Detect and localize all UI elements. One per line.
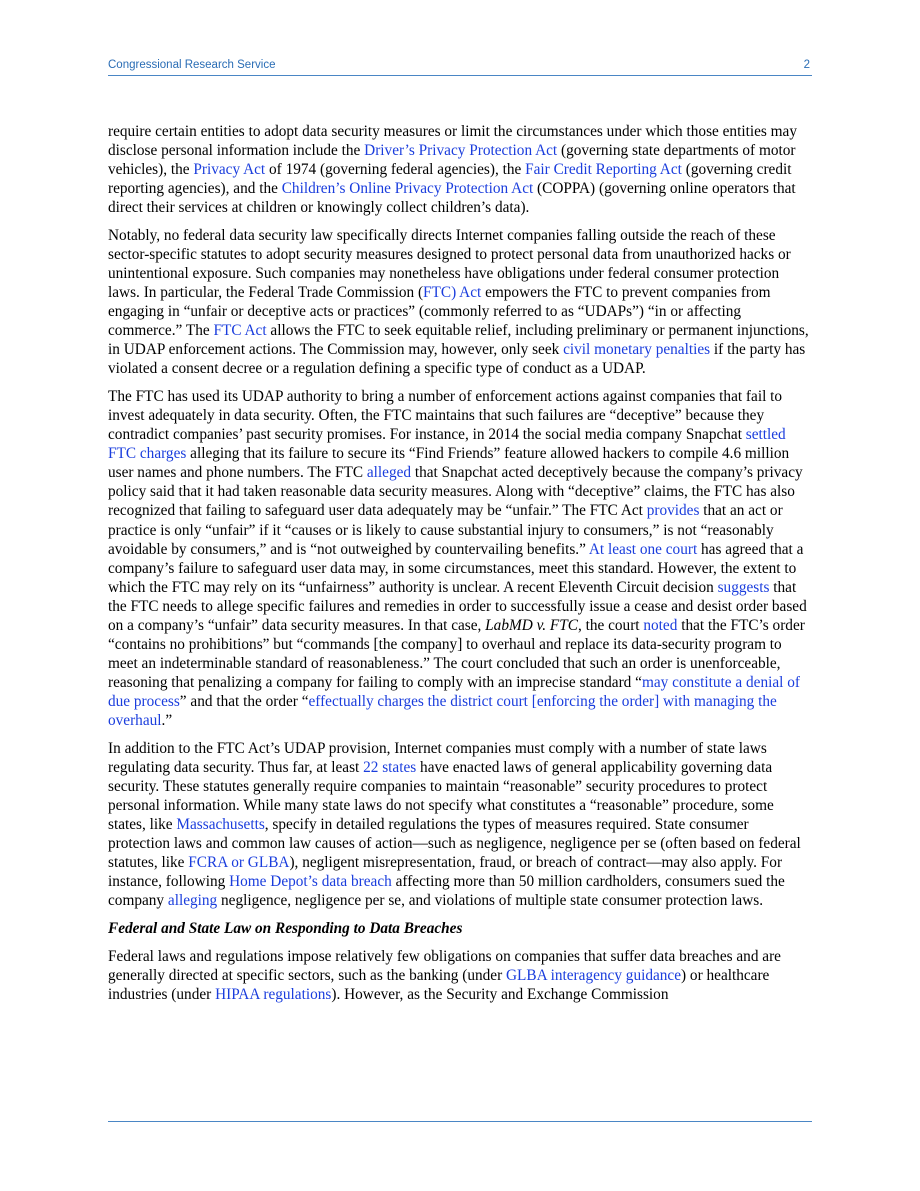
link-ftc-act[interactable]: FTC) Act: [423, 284, 482, 302]
header-organization: Congressional Research Service: [108, 59, 276, 71]
text: that Snapchat acted deceptively because the company’s privacy policy said that it had taken reasonable data security measures. Along with “deceptive” claims, the FTC has also recognized that failing to safeguard user data adequately may be “unfair.” The FTC Act: [108, 464, 803, 520]
link-effectually-charges[interactable]: effectually charges the district court [enforcing the order] with managing the overhaul: [108, 692, 777, 729]
link-suggests[interactable]: suggests: [717, 578, 770, 596]
link-provides[interactable]: provides: [646, 502, 700, 520]
text: ). However, as the Security and Exchange Commission: [331, 986, 669, 1003]
text: (governing credit reporting agencies), and the: [108, 161, 792, 198]
page-header: [108, 58, 812, 76]
text: alleging that its failure to secure its “Find Friends” feature allowed hackers to compile 4.6 million user names and phone numbers. The FTC: [108, 445, 790, 482]
text: that an act or practice is only “unfair” if it “causes or is likely to cause substantial injury to consumers,” is not “reasonably avoidable by consumers,” and is “not outweighed by countervailing benefits.”: [108, 502, 783, 558]
text: .”: [161, 712, 173, 729]
text: (governing state departments of motor vehicles), the: [108, 142, 796, 179]
link-alleged[interactable]: alleged: [366, 464, 412, 482]
link-fcra-or-glba[interactable]: FCRA or GLBA: [188, 854, 290, 872]
text: ), negligent misrepresentation, fraud, or breach of contract—may also apply. For instance, following: [108, 854, 783, 891]
link-fair-credit-reporting-act[interactable]: Fair Credit Reporting Act: [525, 161, 682, 179]
link-alleging[interactable]: alleging: [167, 892, 218, 910]
text: ) or healthcare industries (under: [108, 966, 770, 1003]
link-denial-of-due-process[interactable]: may constitute a denial of due process: [108, 673, 800, 710]
text: In addition to the FTC Act’s UDAP provision, Internet companies must comply with a number of state laws regulating data security. Thus far, at least: [108, 739, 767, 776]
text: require certain entities to adopt data security measures or limit the circumstances under which those entities may disclose personal information include the: [108, 123, 797, 160]
paragraph-udap-enforcement: [108, 387, 814, 730]
paragraph-sector-statutes: [108, 122, 814, 217]
paragraph-ftc-act: [108, 226, 814, 378]
link-noted[interactable]: noted: [643, 616, 678, 634]
link-civil-monetary-penalties[interactable]: civil monetary penalties: [563, 341, 711, 359]
link-drivers-privacy-protection-act[interactable]: Driver’s Privacy Protection Act: [364, 142, 558, 160]
text: Notably, no federal data security law specifically directs Internet companies falling outside the reach of these sector-specific statutes to adopt security measures designed to protect personal data from unauthorized hacks or unintentional exposure. Such companies may nonetheless have obligations under federal consumer protection laws. In particular, the Federal Trade Commission (: [108, 227, 791, 302]
link-massachusetts[interactable]: Massachusetts: [176, 816, 265, 834]
text: ” and that the order “: [179, 692, 309, 710]
link-hipaa-regulations[interactable]: HIPAA regulations: [215, 986, 332, 1003]
text: , the court: [577, 616, 644, 634]
text: (COPPA) (governing online operators that direct their services at children or knowingly collect children’s data).: [108, 180, 796, 217]
page-number: 2: [803, 59, 810, 71]
link-glba-interagency-guidance[interactable]: GLBA interagency guidance: [506, 966, 682, 984]
text: allows the FTC to seek equitable relief, including preliminary or permanent injunctions, in UDAP enforcement actions. The Commission may, however, only seek: [108, 322, 809, 359]
text: negligence, negligence per se, and violations of multiple state consumer protection laws.: [217, 892, 764, 910]
document-body: [108, 122, 814, 1013]
text: have enacted laws of general applicability governing data security. These statutes generally require companies to maintain “reasonable” security procedures to protect personal information. While many state laws do not specify what constitutes a “reasonable” procedure, some states, like: [108, 758, 774, 834]
link-privacy-act[interactable]: Privacy Act: [193, 161, 266, 179]
text: Federal laws and regulations impose relatively few obligations on companies that suffer data breaches and are generally directed at specific sectors, such as the banking (under: [108, 947, 781, 984]
text: that the FTC’s order “contains no prohibitions” but “commands [the company] to overhaul and replace its data-security program to meet an indeterminable standard of reasonableness.” The court concluded that such an order is unenforceable, reasoning that penalizing a company for failing to comply with an imprecise standard “: [108, 616, 805, 691]
link-coppa[interactable]: Children’s Online Privacy Protection Act: [281, 180, 534, 198]
link-22-states[interactable]: 22 states: [363, 758, 417, 776]
text: has agreed that a company’s failure to safeguard user data may, in some circumstances, meet this standard. However, the extent to which the FTC may rely on its “unfairness” authority is unclear. A recent Eleventh Circuit decision: [108, 540, 804, 596]
text: The FTC has used its UDAP authority to bring a number of enforcement actions against companies that fail to invest adequately in data security. Often, the FTC maintains that such failures are “deceptive” because they contradict companies’ past security promises. For instance, in 2014 the social media company Snapchat: [108, 388, 783, 444]
text: if the party has violated a consent decree or a regulation defining a specific type of conduct as a UDAP.: [108, 341, 806, 378]
text: empowers the FTC to prevent companies from engaging in “unfair or deceptive acts or practices” (commonly referred to as “UDAPs”) “in or affecting commerce.” The: [108, 284, 771, 340]
text: that the FTC needs to allege specific failures and remedies in order to successfully issue a cease and desist order based on a company’s “unfair” data security measures. In that case,: [108, 578, 807, 634]
text: affecting more than 50 million cardholders, consumers sued the company: [108, 873, 785, 910]
link-at-least-one-court[interactable]: At least one court: [588, 540, 698, 558]
paragraph-state-laws: [108, 739, 814, 910]
paragraph-data-breaches: [108, 947, 814, 1004]
link-settled-ftc-charges[interactable]: settled FTC charges: [108, 426, 786, 463]
link-ftc-act-2[interactable]: FTC Act: [213, 322, 267, 340]
text: of 1974 (governing federal agencies), the: [265, 161, 526, 179]
section-heading: Federal and State Law on Responding to Data Breaches: [108, 920, 463, 938]
text: , specify in detailed regulations the types of measures required. State consumer protection laws and common law causes of action—such as negligence, negligence per se (often based on federal statutes, like: [108, 816, 801, 872]
case-name: LabMD v. FTC: [485, 616, 578, 634]
footer-rule: [108, 1121, 812, 1122]
link-home-depot-data-breach[interactable]: Home Depot’s data breach: [229, 873, 392, 891]
